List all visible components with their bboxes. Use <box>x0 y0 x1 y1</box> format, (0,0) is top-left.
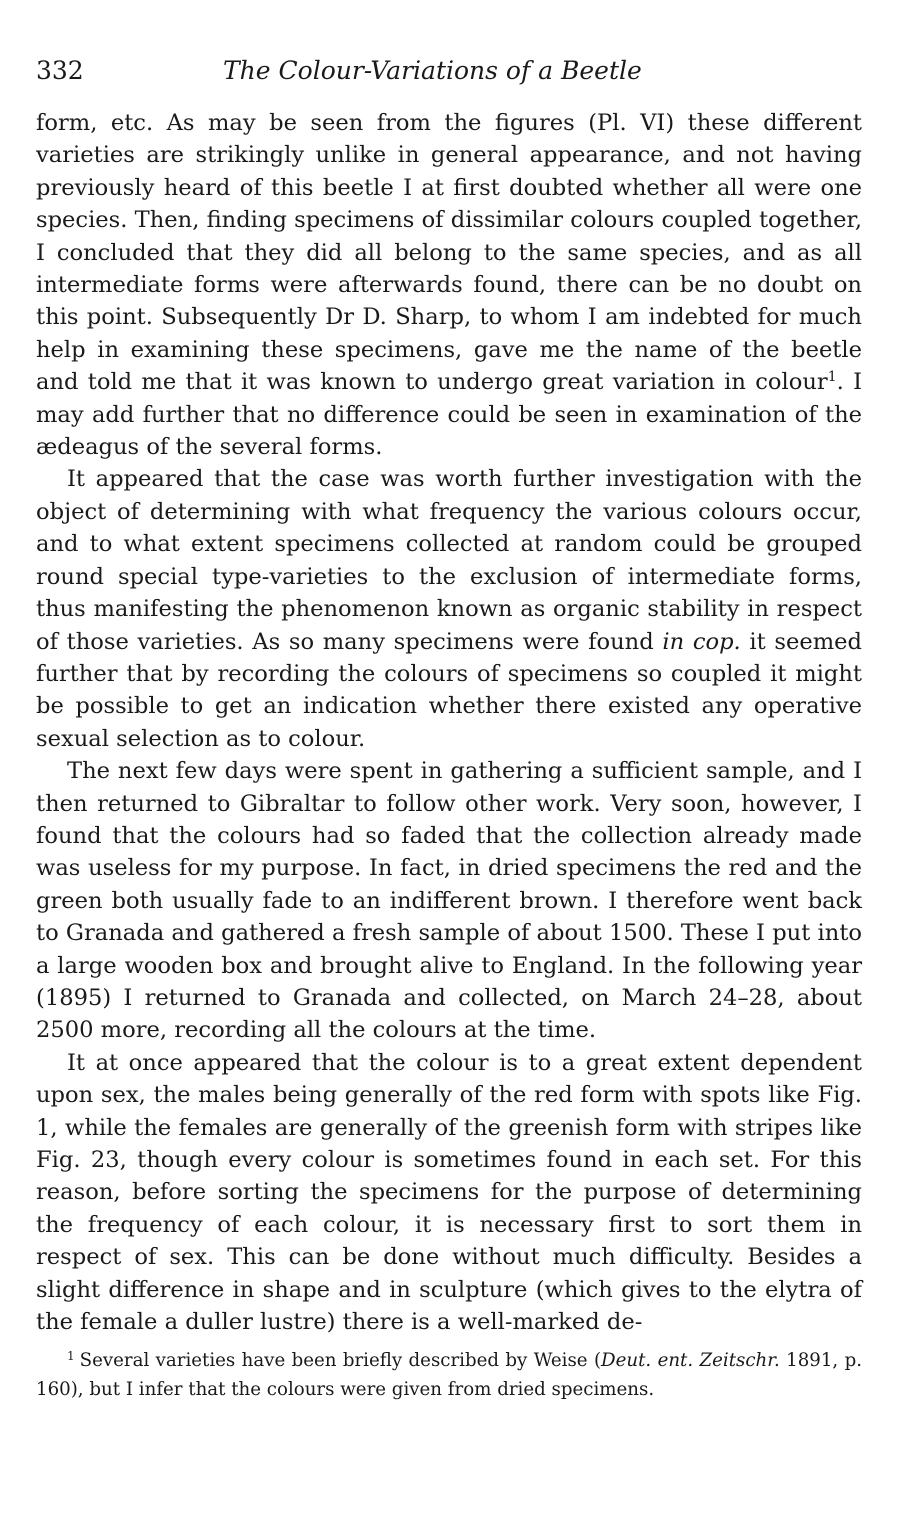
footnote-text-cont: 1891, p. 160), but I infer that the colours were given from dried specimens. <box>36 1350 862 1401</box>
footnote-mark: 1 <box>67 1349 75 1364</box>
paragraph-3: The next few days were spent in gathering a sufficient sample, and I then returned to Gibraltar to follow other work. Very soon, however, I found that the colours had so faded that the collection already made was useless for my purpose. In fact, in dried specimens the red and the green both usually fade to an indifferent brown. I therefore went back to Granada and gathered a fresh sample of about 1500. These I put into a large wooden box and brought alive to England. In the following year (1895) I returned to Granada and collected, on March 24–28, about 2500 more, recording all the colours at the time. <box>36 758 862 1044</box>
footnote-ref: 1 <box>827 369 837 386</box>
running-title: The Colour-Variations of a Beetle <box>223 56 642 85</box>
footnote-1 <box>36 1346 862 1404</box>
paragraph-2-italic: in cop. <box>662 628 741 655</box>
paragraph-1 <box>36 107 862 463</box>
footnote-text: Several varieties have been briefly described by Weise ( <box>79 1350 602 1372</box>
footnotes <box>36 1346 862 1404</box>
paragraph-2-text-cont: it seemed further that by recording the colours of specimens so coupled it might be possible to get an indication whether there existed any operative sexual selection as to colour. <box>36 628 862 752</box>
page <box>36 56 862 1404</box>
paragraph-4: It at once appeared that the colour is to a great extent dependent upon sex, the males being generally of the red form with spots like Fig. 1, while the females are generally of the greenish form with stripes like Fig. 23, though every colour is sometimes found in each set. For this reason, before sorting the specimens for the purpose of determining the frequency of each colour, it is necessary first to sort them in respect of sex. This can be done without much difficulty. Besides a slight difference in shape and in sculpture (which gives to the elytra of the female a duller lustre) there is a well-marked de- <box>36 1049 862 1336</box>
running-head <box>36 56 862 90</box>
footnote-italic: Deut. ent. Zeitschr. <box>601 1350 780 1372</box>
body-text <box>36 107 862 1338</box>
paragraph-2-text: It appeared that the case was worth further investigation with the object of determining with what frequency the various colours occur, and to what extent specimens collected at random could be grouped round special type-varieties to the exclusion of intermediate forms, thus manifesting the phenomenon known as organic stability in respect of those varieties. As so many specimens were found <box>36 466 862 655</box>
paragraph-2 <box>36 463 862 755</box>
paragraph-1-text: form, etc. As may be seen from the figures (Pl. VI) these different varieties are strikingly unlike in general appearance, and not having previously heard of this beetle I at first doubted whether all were one species. Then, finding specimens of dissimilar colours coupled together, I concluded that they did all belong to the same species, and as all intermediate forms were afterwards found, there can be no doubt on this point. Subsequently Dr D. Sharp, to whom I am indebted for much help in examining these specimens, gave me the name of the beetle and told me that it was known to undergo great variation in colour <box>36 110 862 396</box>
page-number: 332 <box>36 56 84 85</box>
paragraph-1-text-cont: . I may add further that no difference could be seen in examination of the ædeagus of the several forms. <box>36 369 862 461</box>
